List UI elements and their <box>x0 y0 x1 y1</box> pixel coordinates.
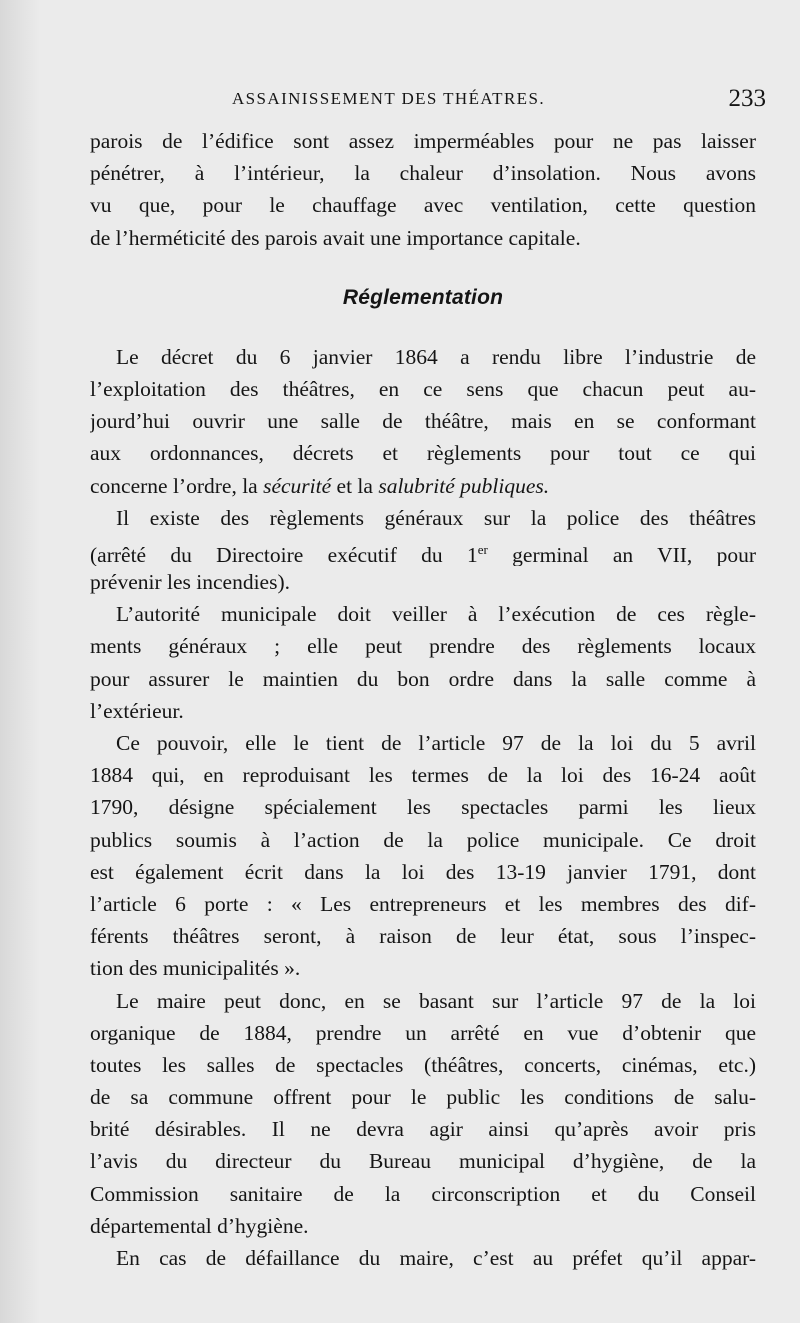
italic-term: sécurité <box>263 473 332 498</box>
text-line: 1790, désigne spécialement les spectacles parmi les lieux <box>90 795 756 820</box>
text-line: parois de l’édifice sont assez imperméables pour ne pas laisser <box>90 129 756 153</box>
text-segment: et la <box>336 473 373 498</box>
text-line: prévenir les incendies). <box>90 570 290 595</box>
text-segment: germinal an VII, pour <box>487 543 756 567</box>
page-number: 233 <box>728 85 766 112</box>
text-line: l’avis du directeur du Bureau municipal d’hygiène, de la <box>90 1149 756 1174</box>
text-line: jourd’hui ouvrir une salle de théâtre, mais en se conformant <box>90 409 756 434</box>
text-segment: concerne l’ordre, la <box>90 473 258 498</box>
running-title: ASSAINISSEMENT DES THÉATRES. <box>232 89 545 108</box>
text-line: est également écrit dans la loi des 13-19 janvier 1791, dont <box>90 859 756 884</box>
text-line: ments généraux ; elle peut prendre des règlements locaux <box>90 634 756 659</box>
text-line: L’autorité municipale doit veiller à l’exécution de ces règle- <box>116 602 756 627</box>
text-line: pénétrer, à l’intérieur, la chaleur d’insolation. Nous avons <box>90 161 756 186</box>
text-line: publics soumis à l’action de la police municipale. Ce droit <box>90 827 756 852</box>
section-heading: Réglementation <box>342 285 504 309</box>
text-line: Le maire peut donc, en se basant sur l’article 97 de la loi <box>116 988 756 1013</box>
text-line <box>90 534 756 566</box>
text-line: l’extérieur. <box>90 698 184 723</box>
text-line: aux ordonnances, décrets et règlements pour tout ce qui <box>90 441 756 466</box>
text-line: En cas de défaillance du maire, c’est au préfet qu’il appar- <box>116 1246 756 1270</box>
text-line: de l’herméticité des parois avait une importance capitale. <box>90 225 581 250</box>
text-line: organique de 1884, prendre un arrêté en vue d’obtenir que <box>90 1020 756 1045</box>
text-segment: (arrêté du Directoire exécutif du 1 <box>90 543 478 567</box>
text-line: toutes les salles de spectacles (théâtres, concerts, cinémas, etc.) <box>90 1052 756 1077</box>
text-line: l’exploitation des théâtres, en ce sens que chacun peut au- <box>90 376 756 401</box>
text-line: pour assurer le maintien du bon ordre dans la salle comme à <box>90 666 756 691</box>
text-line: Commission sanitaire de la circonscription et du Conseil <box>90 1181 756 1206</box>
text-line: Le décret du 6 janvier 1864 a rendu libre l’industrie de <box>116 344 756 369</box>
text-line: 1884 qui, en reproduisant les termes de la loi des 16-24 août <box>90 763 756 788</box>
text-line <box>90 470 756 502</box>
text-line: vu que, pour le chauffage avec ventilation, cette question <box>90 193 756 218</box>
text-line: brité désirables. Il ne devra agir ainsi qu’après avoir pris <box>90 1117 756 1142</box>
body-text <box>90 125 756 1274</box>
text-line: départemental d’hygiène. <box>90 1213 309 1238</box>
italic-term: salubrité publiques. <box>378 473 550 498</box>
text-line: de sa commune offrent pour le public les conditions de salu- <box>90 1085 756 1110</box>
text-line: Ce pouvoir, elle le tient de l’article 97 de la loi du 5 avril <box>116 731 756 755</box>
superscript: er <box>477 541 488 557</box>
text-line: tion des municipalités ». <box>90 956 301 981</box>
text-line: l’article 6 porte : « Les entrepreneurs et les membres des dif- <box>90 891 756 916</box>
running-header <box>90 84 766 114</box>
text-line: Il existe des règlements généraux sur la police des théâtres <box>116 505 756 530</box>
text-line: férents théâtres seront, à raison de leur état, sous l’inspec- <box>90 924 756 949</box>
